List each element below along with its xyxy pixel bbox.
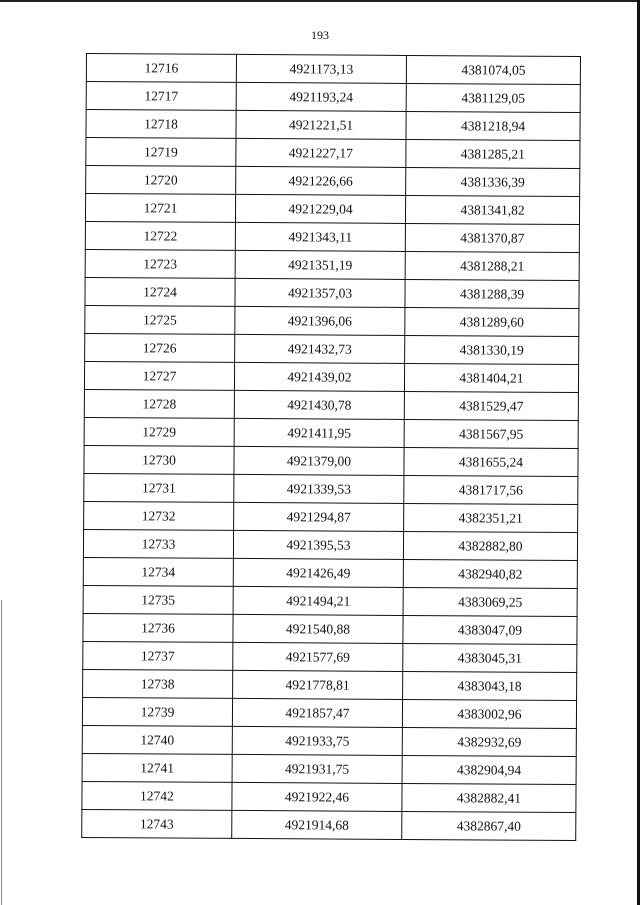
table-row bbox=[82, 781, 576, 812]
x-coordinate-cell: 4921221,51 bbox=[236, 110, 406, 139]
x-coordinate-cell: 4921914,68 bbox=[232, 810, 402, 839]
table-row bbox=[83, 585, 577, 616]
table-row bbox=[82, 753, 576, 784]
x-coordinate-cell: 4921294,87 bbox=[234, 502, 404, 531]
table-row bbox=[85, 305, 579, 336]
point-number-cell: 12723 bbox=[85, 249, 235, 278]
table-row bbox=[84, 417, 578, 448]
x-coordinate-cell: 4921226,66 bbox=[236, 166, 406, 195]
x-coordinate-cell: 4921922,46 bbox=[232, 782, 402, 811]
y-coordinate-cell: 4381218,94 bbox=[406, 111, 580, 140]
point-number-cell: 12722 bbox=[85, 221, 235, 250]
point-number-cell: 12734 bbox=[83, 557, 233, 586]
table-row bbox=[84, 473, 578, 504]
table-row bbox=[85, 333, 579, 364]
table-row bbox=[86, 110, 580, 141]
y-coordinate-cell: 4381336,39 bbox=[406, 167, 580, 196]
x-coordinate-cell: 4921439,02 bbox=[234, 362, 404, 391]
y-coordinate-cell: 4383043,18 bbox=[403, 671, 577, 700]
point-number-cell: 12729 bbox=[84, 417, 234, 446]
table-row bbox=[83, 613, 577, 644]
point-number-cell: 12726 bbox=[85, 333, 235, 362]
x-coordinate-cell: 4921343,11 bbox=[235, 222, 405, 251]
y-coordinate-cell: 4382932,69 bbox=[402, 727, 576, 756]
y-coordinate-cell: 4382351,21 bbox=[404, 503, 578, 532]
table-row bbox=[83, 669, 577, 700]
table-row bbox=[85, 221, 579, 252]
y-coordinate-cell: 4381655,24 bbox=[404, 447, 578, 476]
table-row bbox=[83, 529, 577, 560]
x-coordinate-cell: 4921227,17 bbox=[236, 138, 406, 167]
y-coordinate-cell: 4381341,82 bbox=[405, 195, 579, 224]
table-row bbox=[85, 194, 579, 225]
table-row bbox=[84, 389, 578, 420]
x-coordinate-cell: 4921778,81 bbox=[233, 670, 403, 699]
point-number-cell: 12719 bbox=[86, 138, 236, 167]
point-number-cell: 12717 bbox=[86, 82, 236, 111]
y-coordinate-cell: 4381330,19 bbox=[405, 335, 579, 364]
x-coordinate-cell: 4921396,06 bbox=[235, 306, 405, 335]
x-coordinate-cell: 4921193,24 bbox=[236, 82, 406, 111]
x-coordinate-cell: 4921395,53 bbox=[233, 530, 403, 559]
point-number-cell: 12743 bbox=[82, 809, 232, 838]
point-number-cell: 12733 bbox=[83, 529, 233, 558]
point-number-cell: 12725 bbox=[85, 305, 235, 334]
point-number-cell: 12724 bbox=[85, 277, 235, 306]
point-number-cell: 12732 bbox=[84, 501, 234, 530]
point-number-cell: 12735 bbox=[83, 585, 233, 614]
y-coordinate-cell: 4381567,95 bbox=[404, 419, 578, 448]
y-coordinate-cell: 4383045,31 bbox=[403, 643, 577, 672]
y-coordinate-cell: 4381289,60 bbox=[405, 307, 579, 336]
table-row bbox=[86, 166, 580, 197]
y-coordinate-cell: 4382904,94 bbox=[402, 755, 576, 784]
y-coordinate-cell: 4382882,41 bbox=[402, 783, 576, 812]
x-coordinate-cell: 4921411,95 bbox=[234, 418, 404, 447]
table-row bbox=[85, 277, 579, 308]
point-number-cell: 12727 bbox=[84, 361, 234, 390]
x-coordinate-cell: 4921494,21 bbox=[233, 586, 403, 615]
table-row bbox=[86, 54, 580, 85]
y-coordinate-cell: 4381074,05 bbox=[406, 55, 580, 84]
y-coordinate-cell: 4382867,40 bbox=[402, 811, 576, 840]
y-coordinate-cell: 4381288,21 bbox=[405, 251, 579, 280]
point-number-cell: 12718 bbox=[86, 110, 236, 139]
y-coordinate-cell: 4381288,39 bbox=[405, 279, 579, 308]
table-row bbox=[86, 138, 580, 169]
point-number-cell: 12737 bbox=[83, 641, 233, 670]
y-coordinate-cell: 4381370,87 bbox=[405, 223, 579, 252]
y-coordinate-cell: 4381404,21 bbox=[404, 363, 578, 392]
scan-edge-left bbox=[1, 600, 2, 905]
point-number-cell: 12741 bbox=[82, 753, 232, 782]
y-coordinate-cell: 4382882,80 bbox=[403, 531, 577, 560]
point-number-cell: 12739 bbox=[82, 697, 232, 726]
point-number-cell: 12740 bbox=[82, 725, 232, 754]
y-coordinate-cell: 4381129,05 bbox=[406, 83, 580, 112]
y-coordinate-cell: 4383047,09 bbox=[403, 615, 577, 644]
y-coordinate-cell: 4381529,47 bbox=[404, 391, 578, 420]
point-number-cell: 12742 bbox=[82, 781, 232, 810]
table-row bbox=[83, 557, 577, 588]
x-coordinate-cell: 4921379,00 bbox=[234, 446, 404, 475]
table-row bbox=[82, 725, 576, 756]
coordinates-table-body bbox=[82, 54, 581, 841]
point-number-cell: 12731 bbox=[84, 473, 234, 502]
x-coordinate-cell: 4921577,69 bbox=[233, 642, 403, 671]
x-coordinate-cell: 4921933,75 bbox=[232, 726, 402, 755]
point-number-cell: 12716 bbox=[86, 54, 236, 83]
x-coordinate-cell: 4921229,04 bbox=[235, 194, 405, 223]
y-coordinate-cell: 4381285,21 bbox=[406, 139, 580, 168]
coordinates-table bbox=[81, 53, 581, 841]
table-row bbox=[84, 501, 578, 532]
x-coordinate-cell: 4921357,03 bbox=[235, 278, 405, 307]
scan-edge-top bbox=[0, 0, 640, 2]
table-row bbox=[84, 361, 578, 392]
y-coordinate-cell: 4381717,56 bbox=[404, 475, 578, 504]
x-coordinate-cell: 4921857,47 bbox=[232, 698, 402, 727]
table-row bbox=[84, 445, 578, 476]
table-row bbox=[82, 697, 576, 728]
table-row bbox=[82, 809, 576, 840]
table-row bbox=[85, 249, 579, 280]
x-coordinate-cell: 4921430,78 bbox=[234, 390, 404, 419]
x-coordinate-cell: 4921931,75 bbox=[232, 754, 402, 783]
x-coordinate-cell: 4921432,73 bbox=[235, 334, 405, 363]
point-number-cell: 12720 bbox=[86, 166, 236, 195]
x-coordinate-cell: 4921351,19 bbox=[235, 250, 405, 279]
y-coordinate-cell: 4383069,25 bbox=[403, 587, 577, 616]
y-coordinate-cell: 4382940,82 bbox=[403, 559, 577, 588]
x-coordinate-cell: 4921540,88 bbox=[233, 614, 403, 643]
y-coordinate-cell: 4383002,96 bbox=[402, 699, 576, 728]
point-number-cell: 12738 bbox=[83, 669, 233, 698]
table-row bbox=[83, 641, 577, 672]
point-number-cell: 12728 bbox=[84, 389, 234, 418]
x-coordinate-cell: 4921173,13 bbox=[236, 54, 406, 83]
x-coordinate-cell: 4921426,49 bbox=[233, 558, 403, 587]
point-number-cell: 12736 bbox=[83, 613, 233, 642]
x-coordinate-cell: 4921339,53 bbox=[234, 474, 404, 503]
page-number: 193 bbox=[311, 28, 329, 42]
table-row bbox=[86, 82, 580, 113]
point-number-cell: 12721 bbox=[85, 194, 235, 223]
point-number-cell: 12730 bbox=[84, 445, 234, 474]
